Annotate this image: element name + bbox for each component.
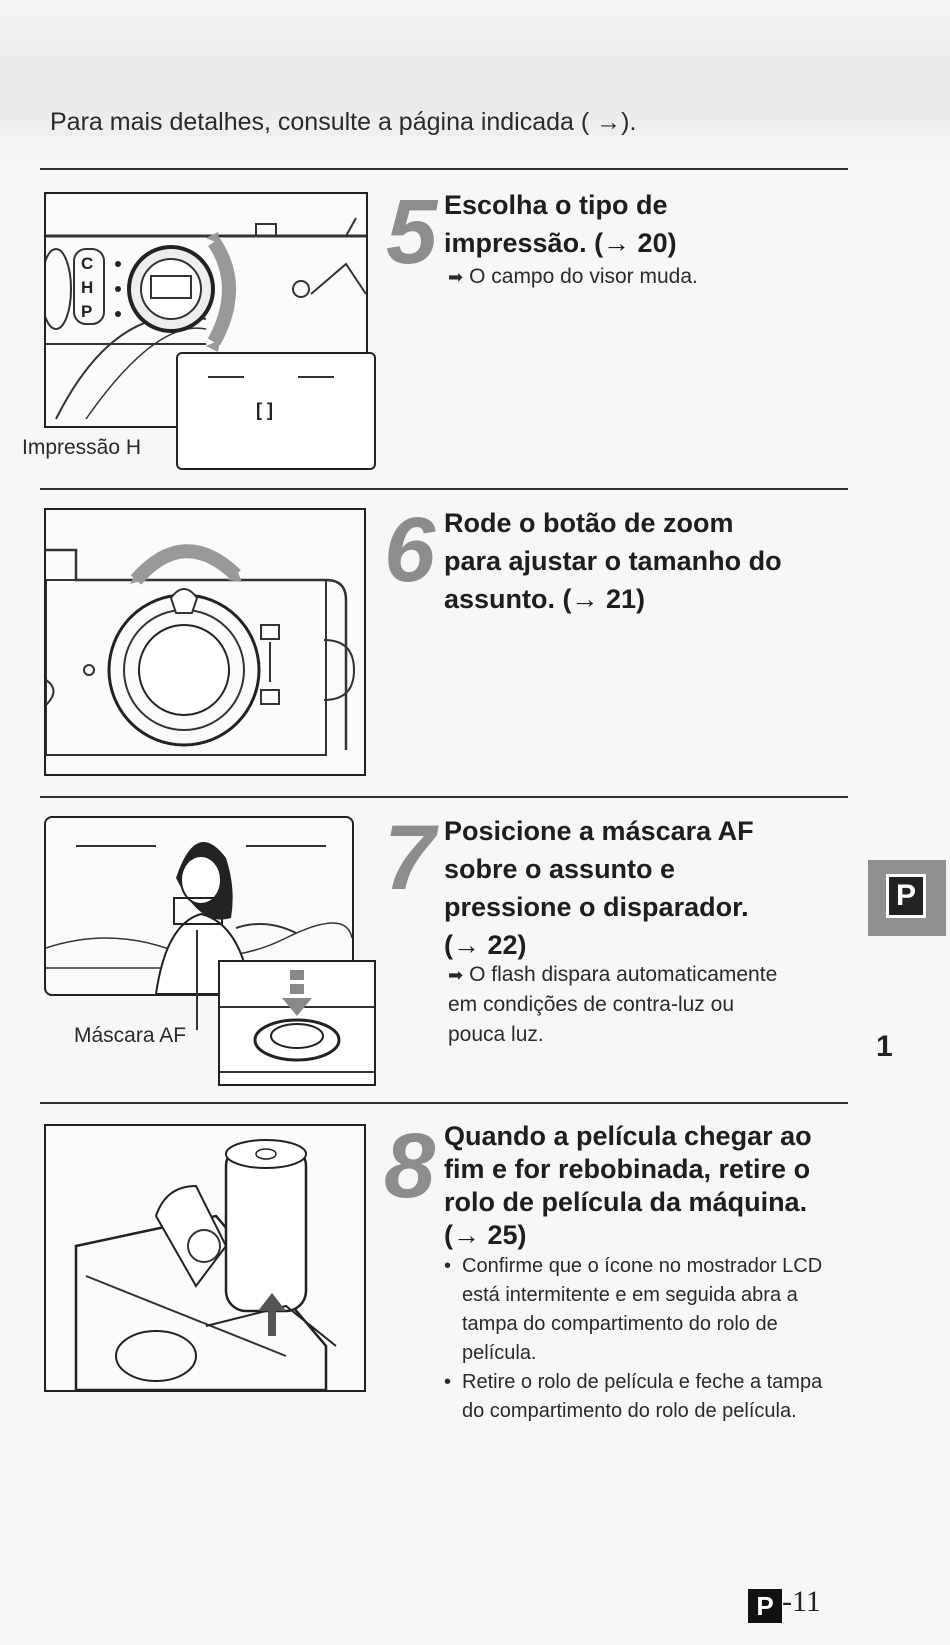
divider (40, 796, 848, 798)
page-number (748, 1585, 821, 1623)
figure-zoom-ring (44, 508, 366, 776)
dial-letter-h: H (81, 278, 94, 297)
divider (40, 168, 848, 170)
camera-front-illustration (46, 510, 364, 774)
step-8-bullets (444, 1252, 824, 1426)
step-number-5: 5 (386, 181, 438, 283)
dial-letter-p: P (81, 302, 93, 321)
bullet-item: • Retire o rolo de película e feche a tampa do compartimento do rolo de película. (444, 1368, 824, 1426)
divider (40, 488, 848, 490)
divider (40, 1102, 848, 1104)
folio-letter: P (748, 1589, 782, 1623)
folio-page: -11 (782, 1585, 821, 1618)
chapter-side-tab (868, 860, 946, 936)
arrow-right-icon: ➡ (448, 965, 464, 985)
step-number-8: 8 (384, 1115, 436, 1217)
caption-print-h: Impressão H (22, 436, 142, 459)
dial-letters (81, 252, 93, 324)
step-number-6: 6 (384, 499, 436, 601)
shutter-press-illustration (220, 962, 374, 1084)
film-removal-illustration (46, 1126, 364, 1390)
af-frame-mark: [ ] (256, 400, 273, 420)
dial-letter-c: C (81, 254, 94, 273)
step-8-title: Quando a película chegar ao fim e for rebobinada, retire o rolo de película da máquina. (→ 25) (444, 1121, 812, 1250)
arrow-right-icon: ➡ (448, 267, 464, 287)
caption-af-mask: Máscara AF (74, 1024, 187, 1047)
side-tab-letter: P (886, 874, 926, 918)
chapter-number: 1 (876, 1030, 893, 1063)
step-6-title: Rode o botão de zoom para ajustar o tamanho do assunto. (→ 21) (444, 508, 782, 614)
intro-text: Para mais detalhes, consulte a página indicada ( →). (50, 108, 637, 136)
viewfinder-inset (176, 352, 376, 470)
shutter-inset (218, 960, 376, 1086)
figure-film-removal (44, 1124, 366, 1392)
step-5-title: Escolha o tipo de impressão. (→ 20) (444, 190, 677, 258)
step-5-note: ➡ O campo do visor muda. (448, 265, 698, 288)
step-number-7: 7 (384, 807, 436, 909)
step-7-note: ➡ O flash dispara automaticamente em condições de contra-luz ou pouca luz. (448, 963, 778, 1046)
caption-leader-line (196, 930, 198, 1030)
bullet-item: • Confirme que o ícone no mostrador LCD está intermitente e em seguida abra a tampa do compartimento do rolo de película. (444, 1252, 824, 1368)
step-7-title: Posicione a máscara AF sobre o assunto e pressione o disparador. (→ 22) (444, 816, 754, 960)
